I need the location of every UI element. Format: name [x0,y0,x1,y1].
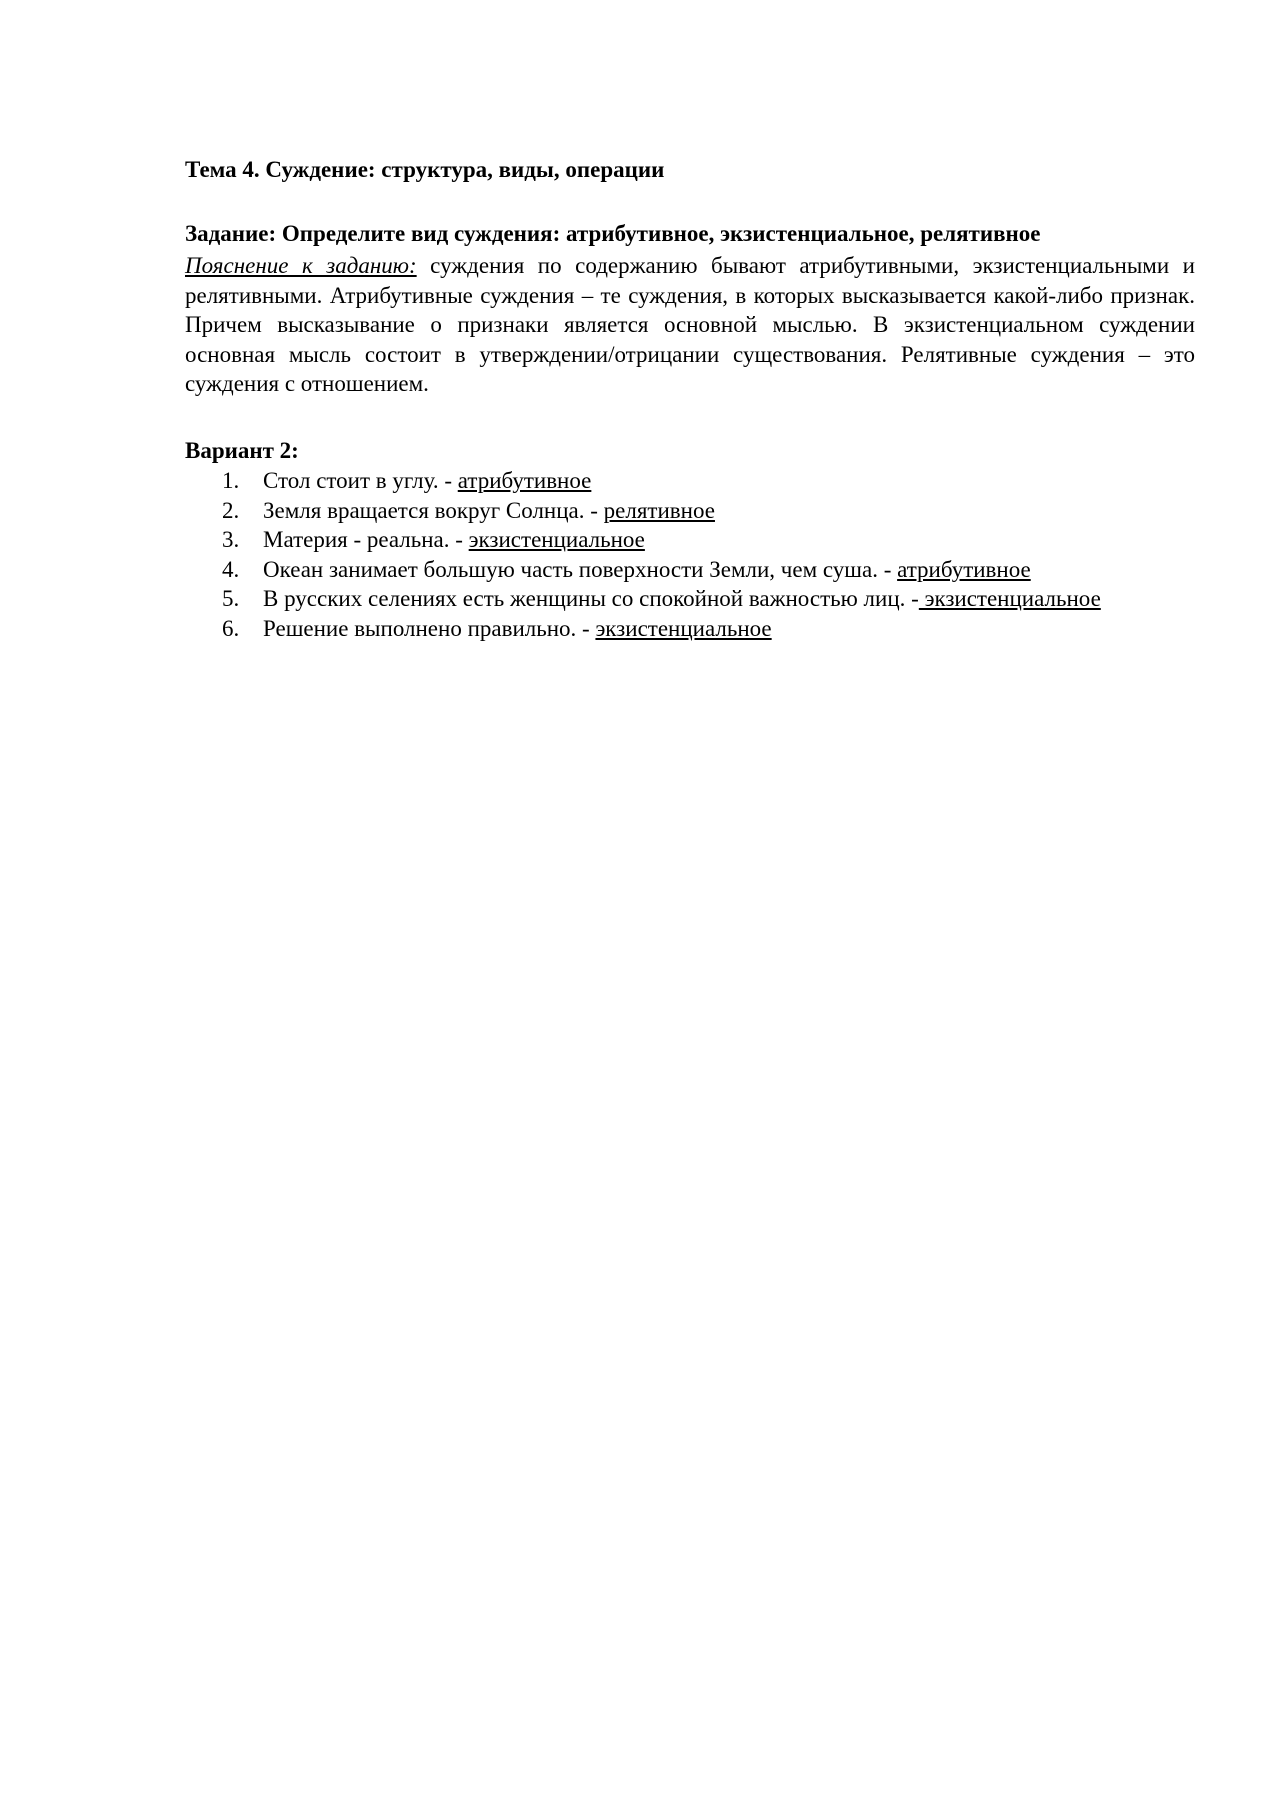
list-item-text: Стол стоит в углу. - [263,467,458,493]
judgement-list [185,466,1195,644]
list-item-answer: релятивное [603,497,715,523]
explanation-label: Пояснение к заданию: [185,253,417,278]
list-item-answer: экзистенциальное [595,615,772,641]
list-item-answer: атрибутивное [457,467,592,493]
list-item-text: Земля вращается вокруг Солнца. - [263,497,604,523]
list-item-answer: экзистенциальное [468,527,645,553]
list-item [185,466,1195,496]
list-item-number: 4. [222,556,240,582]
document-content [185,155,1195,644]
list-item [185,614,1195,644]
list-item-number: 1. [222,467,240,493]
topic-title: Тема 4. Суждение: структура, виды, операции [185,157,665,182]
list-item-answer: экзистенциальное [918,586,1101,612]
list-item-number: 3. [222,527,240,553]
list-item-number: 2. [222,497,240,523]
variant-title: Вариант 2: [185,437,299,463]
explanation-paragraph [185,251,1195,399]
task-title: Задание: Определите вид суждения: атрибутивное, экзистенциальное, релятивное [185,221,1041,246]
list-item [185,555,1195,585]
list-item-number: 6. [222,615,240,641]
list-item [185,525,1195,555]
list-item-answer: атрибутивное [897,556,1031,582]
explanation-text: суждения по содержанию бывают атрибутивными, экзистенциальными и релятивными. Атрибутивные суждения – те суждения, в которых высказывается какой-либо признак. Причем высказывание о признаки является основной мыслью. В экзистенциальном суждении основная мысль состоит в утверждении/отрицании существования. Релятивные суждения – это суждения с отношением. [185,253,1195,397]
list-item [185,584,1195,614]
list-item [185,496,1195,526]
list-item-text: Решение выполнено правильно. - [263,615,596,641]
list-item-number: 5. [222,586,240,612]
list-item-text: Океан занимает большую часть поверхности Земли, чем суша. - [263,556,898,582]
list-item-text: В русских селениях есть женщины со спокойной важностью лиц. - [263,586,919,612]
list-item-text: Материя - реальна. - [263,527,469,553]
